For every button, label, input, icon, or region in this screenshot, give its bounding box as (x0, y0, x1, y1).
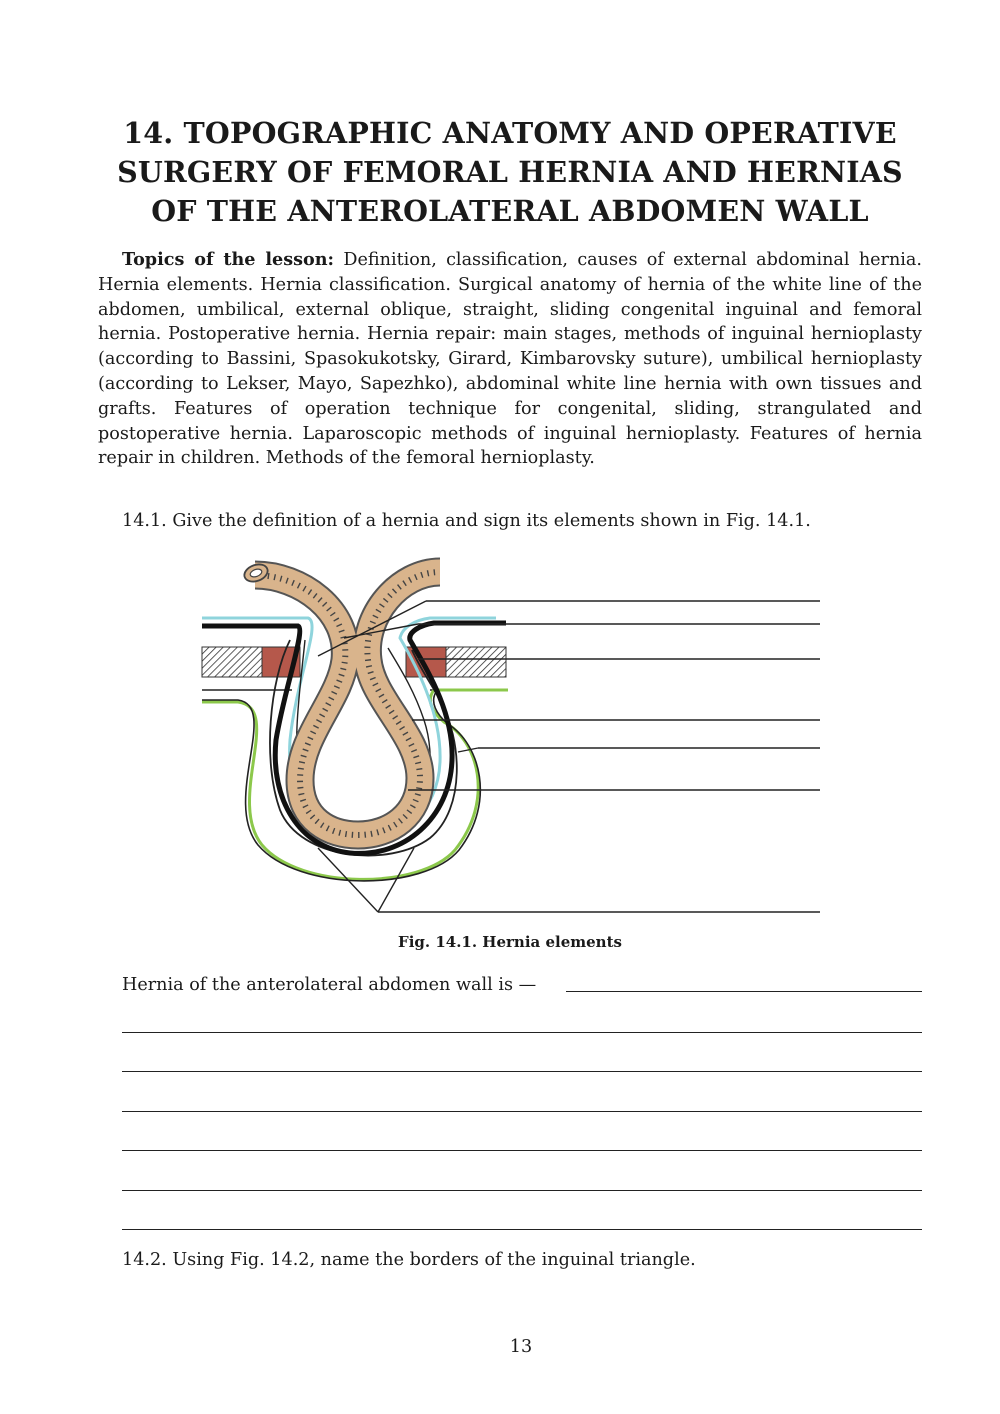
answer-line[interactable] (122, 1150, 922, 1151)
answer-line[interactable] (122, 1071, 922, 1072)
question-14-1: 14.1. Give the definition of a hernia and sign its elements shown in Fig. 14.1. (122, 511, 811, 531)
chapter-title: 14. TOPOGRAPHIC ANATOMY AND OPERATIVE SURGERY OF FEMORAL HERNIA AND HERNIAS OF THE ANTEROLATERAL ABDOMEN WALL (117, 116, 903, 228)
definition-prompt: Hernia of the anterolateral abdomen wall is — (122, 975, 537, 995)
answer-line[interactable] (122, 1032, 922, 1033)
question-14-2: 14.2. Using Fig. 14.2, name the borders of the inguinal triangle. (122, 1250, 696, 1270)
page-number: 13 (509, 1337, 533, 1357)
label-leaders (318, 601, 820, 912)
answer-line[interactable] (122, 1190, 922, 1191)
answer-line[interactable] (566, 991, 922, 992)
topics-label: Topics of the lesson: (122, 249, 335, 270)
answer-line[interactable] (122, 1111, 922, 1112)
intestine-loop (242, 561, 440, 835)
answer-line[interactable] (122, 1229, 922, 1230)
topics-text: Definition, classification, causes of external abdominal hernia. Hernia elements. Hernia classification. Surgical anatomy of hernia of the white line of the abdomen, umbilical, external oblique, straight, sliding congenital inguinal and femoral hernia. Postoperative hernia. Hernia repair: main stages, methods of inguinal hernioplasty (according to Bassini, Spasokukotsky, Girard, Kimbarovsky suture), umbilical hernioplasty (according to Lekser, Mayo, Sapezhko), abdominal white line hernia with own tissues and grafts. Features of operation technique for congenital, sliding, strangulated and postoperative hernia. Laparoscopic methods of inguinal hernioplasty. Features of hernia repair in children. Methods of the femoral hernioplasty. (98, 250, 923, 469)
figure-caption: Fig. 14.1. Hernia elements (398, 933, 622, 951)
